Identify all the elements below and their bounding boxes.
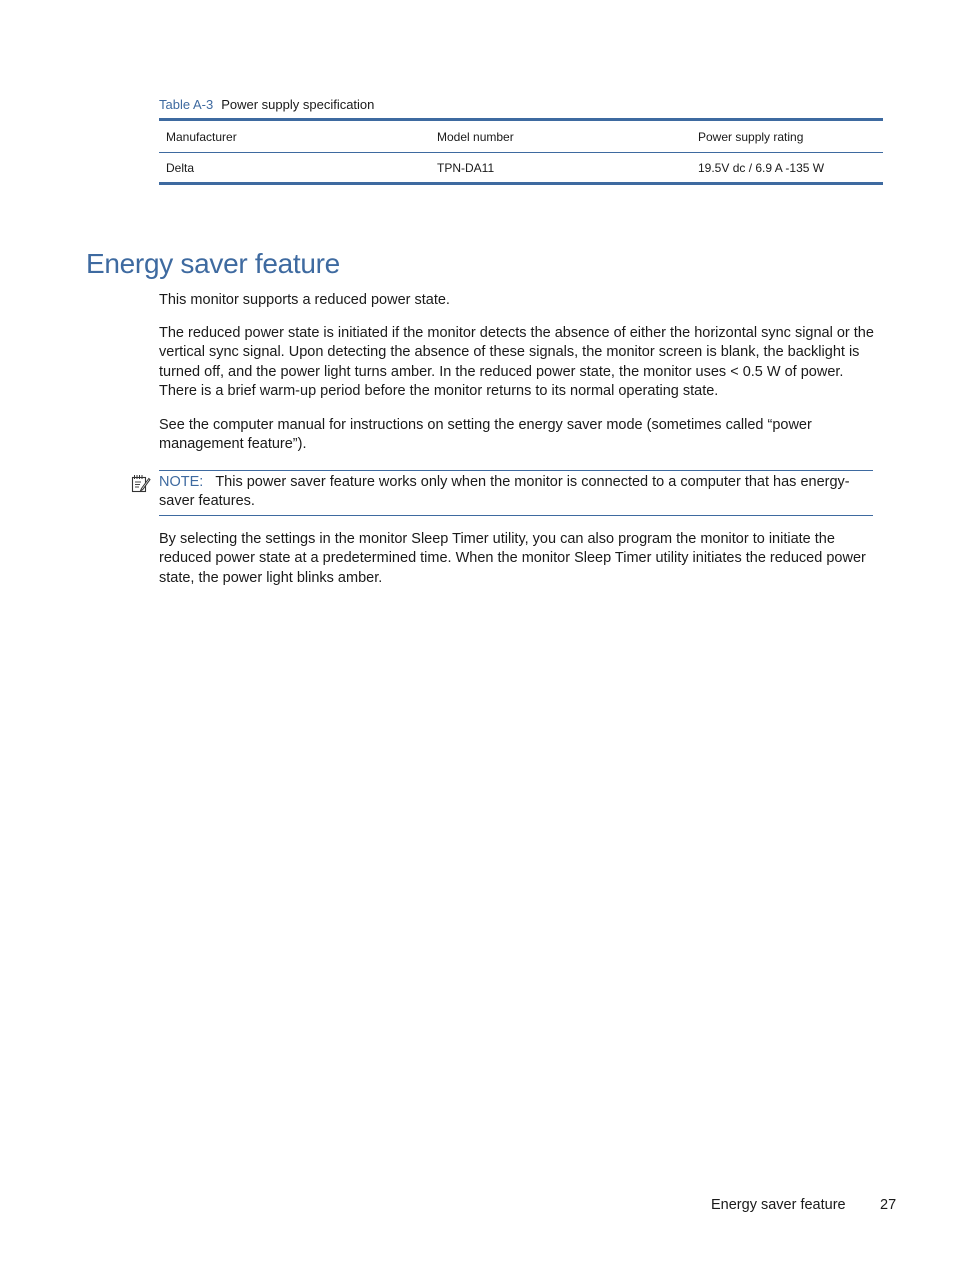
note-text: This power saver feature works only when the monitor is connected to a computer that has energy-saver features.: [159, 474, 850, 510]
paragraph-reduced-power: The reduced power state is initiated if the monitor detects the absence of either the horizontal sync signal or the vertical sync signal. Upon detecting the absence of these signals, the monitor screen is blank, the backlight is turned off, and the power light turns amber. In the reduced power state, the monitor uses < 0.5 W of power. There is a brief warm-up period before the monitor returns to its normal operating state.: [159, 325, 874, 399]
table-row: [159, 153, 883, 184]
table-header-model-number: Model number: [430, 120, 691, 153]
note-top-rule: [159, 470, 873, 471]
table-caption: [159, 96, 374, 113]
table-header-power-supply-rating: Power supply rating: [691, 120, 883, 153]
table-cell-model-number: TPN-DA11: [430, 153, 691, 184]
power-supply-table: [159, 118, 883, 185]
table-caption-number: Table A-3: [159, 97, 214, 112]
footer-page-number: 27: [880, 1197, 897, 1213]
note-label: NOTE:: [159, 474, 204, 490]
table-header-row: [159, 120, 883, 153]
paragraph-sleep-timer: By selecting the settings in the monitor Sleep Timer utility, you can also program the monitor to initiate the reduced power state at a predetermined time. When the monitor Sleep Timer utility initiates the reduced power state, the power light blinks amber.: [159, 531, 866, 586]
table-caption-title: Power supply specification: [221, 97, 375, 112]
table-cell-manufacturer: Delta: [159, 153, 430, 184]
note-body: [159, 473, 873, 512]
note-bottom-rule: [159, 515, 873, 516]
table-cell-power-supply-rating: 19.5V dc / 6.9 A -135 W: [691, 153, 883, 184]
footer-section-title: Energy saver feature: [711, 1197, 846, 1213]
table-header-manufacturer: Manufacturer: [159, 120, 430, 153]
paragraph-intro: This monitor supports a reduced power state.: [159, 292, 450, 308]
paragraph-computer-manual: See the computer manual for instructions on setting the energy saver mode (sometimes called “power management feature”).: [159, 417, 812, 453]
note-icon: [131, 474, 151, 494]
section-heading: Energy saver feature: [86, 248, 340, 279]
